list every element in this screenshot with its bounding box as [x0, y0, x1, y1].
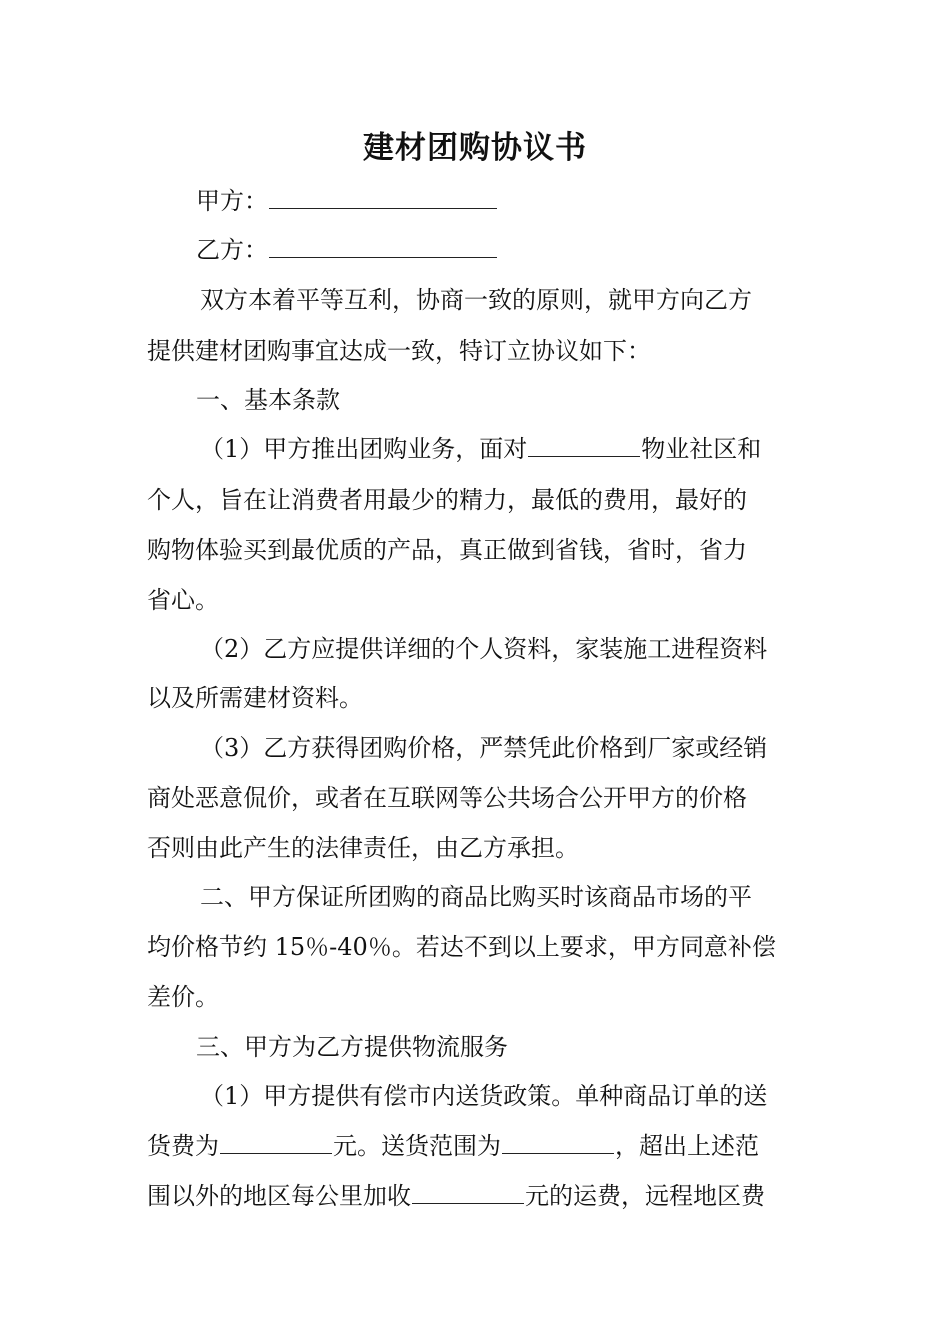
item-1-1-line-1: [200, 433, 860, 465]
party-b-blank: [269, 235, 497, 258]
item-1-1-text-post: 物业社区和: [641, 435, 762, 463]
section-2-line-1: 二、甲方保证所团购的商品比购买时该商品市场的平: [200, 883, 752, 911]
item-3-1-line-2: [147, 1130, 807, 1162]
delivery-fee-blank: [220, 1131, 332, 1154]
item-1-2-line-2: 以及所需建材资料。: [147, 684, 363, 712]
item-3-1-text-e: 元的运费，远程地区费: [525, 1182, 765, 1210]
item-3-1-line-3: [147, 1180, 807, 1212]
party-a-label: 甲方：: [196, 187, 268, 215]
item-1-3-line-3: 否则由此产生的法律责任，由乙方承担。: [147, 834, 579, 862]
section-2-line-3: 差价。: [147, 983, 219, 1011]
item-1-1-line-2: 个人，旨在让消费者用最少的精力，最低的费用，最好的: [147, 486, 747, 514]
intro-line-1: 双方本着平等互利，协商一致的原则，就甲方向乙方: [200, 286, 752, 314]
intro-line-2: 提供建材团购事宜达成一致，特订立协议如下：: [147, 337, 651, 365]
item-3-1-text-a: 货费为: [147, 1132, 219, 1160]
item-3-1-text-b: 元。送货范围为: [333, 1132, 501, 1160]
party-b-label: 乙方：: [196, 236, 268, 264]
item-1-1-text-pre: （1）甲方推出团购业务，面对: [200, 435, 528, 463]
document-title: 建材团购协议书: [363, 130, 587, 166]
section-1-heading: 一、基本条款: [196, 386, 340, 414]
section-3-heading: 三、甲方为乙方提供物流服务: [196, 1033, 508, 1061]
party-a-blank: [269, 186, 497, 209]
party-a-line: [196, 185, 856, 217]
item-1-1-line-4: 省心。: [147, 586, 219, 614]
item-3-1-text-d: 围以外的地区每公里加收: [147, 1182, 411, 1210]
item-1-2-line-1: （2）乙方应提供详细的个人资料，家装施工进程资料: [200, 635, 768, 663]
item-3-1-line-1: （1）甲方提供有偿市内送货政策。单种商品订单的送: [200, 1082, 768, 1110]
section-2-line-2: 均价格节约 15％-40％。若达不到以上要求，甲方同意补偿: [147, 933, 776, 961]
item-1-1-line-3: 购物体验买到最优质的产品，真正做到省钱，省时，省力: [147, 536, 747, 564]
item-1-3-line-1: （3）乙方获得团购价格，严禁凭此价格到厂家或经销: [200, 734, 768, 762]
item-3-1-text-c: ，超出上述范: [615, 1132, 759, 1160]
item-1-3-line-2: 商处恶意侃价，或者在互联网等公共场合公开甲方的价格: [147, 784, 747, 812]
party-b-line: [196, 234, 856, 266]
item-1-1-blank: [528, 434, 640, 457]
delivery-range-blank: [502, 1131, 614, 1154]
per-km-fee-blank: [412, 1181, 524, 1204]
